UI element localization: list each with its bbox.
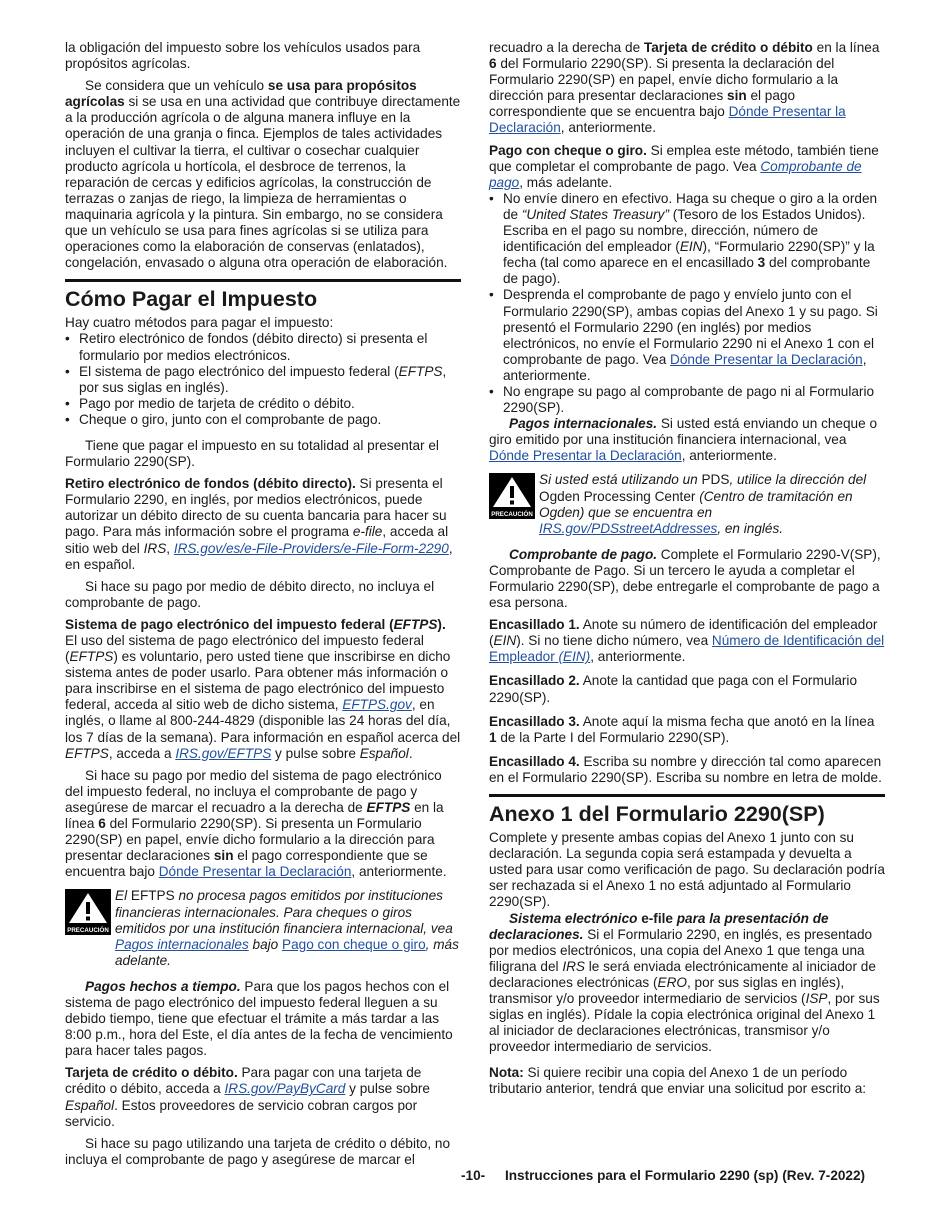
method-item: • El sistema de pago electrónico del impuesto federal (EFTPS, por sus siglas en inglés). <box>65 364 461 396</box>
card-payment-paragraph: Tarjeta de crédito o débito. Para pagar con una tarjeta de crédito o débito, acceda a IRS.gov/PayByCard y pulse sobre Español. Estos proveedores de servicio cobran cargos por servicio. <box>65 1065 430 1129</box>
employer-id-number-link[interactable]: Número de Identificación del Empleador (EIN) <box>489 633 885 665</box>
left-column <box>65 40 461 1174</box>
where-to-file-link[interactable]: Dónde Presentar la Declaración <box>489 104 846 136</box>
right-column <box>489 40 885 1104</box>
agricultural-paragraph: Se considera que un vehículo se usa para propósitos agrícolas si se usa en una actividad que contribuye directamente a la producción agrícola o de alguna manera influye en la operación de una granja o finca. Ejemplos de tales actividades incluyen el cultivar la tierra, el cultivar o cosechar cualquier producto agrícola u hortícola, el desbroce de terrenos, la reparación de cercas y edificios agrícolas, la construcción de terrazas o zanjas de riego, la limpieza de herramientas o maquinaria agrícola y la pintura. Sin embargo, no se considera que un vehículo se usa para fines agrícolas si se utiliza para operaciones como la elaboración de conservas (enlatados), congelación, envasado o alguna otra operación de elaboración. <box>65 78 461 271</box>
check-bullet: • Desprenda el comprobante de pago y envíelo junto con el Formulario 2290(SP), ambas copias del Anexo 1 y su pago. Si presentó el Formulario 2290 (en inglés) por medios electrónicos, no envíe el Formulario 2290 ni el Anexo 1 con el comprobante de pago. Vea Dónde Presentar la Declaración, anteriormente. <box>489 287 885 384</box>
where-to-file-link[interactable]: Dónde Presentar la Declaración <box>158 864 352 880</box>
direct-debit-note: Si hace su pago por medio de débito directo, no incluya el comprobante de pago. <box>65 578 435 610</box>
caution-icon-label: PRECAUCIÓN <box>67 927 109 935</box>
caution-note: PRECAUCIÓN Si usted está utilizando un PDS, utilice la dirección del Ogden Processing Center (Centro de tramitación en Ogden) que se encuentra en IRS.gov/PDSstreetAddresses, en inglés. <box>489 472 885 536</box>
check-bullet: • No engrape su pago al comprobante de pago ni al Formulario 2290(SP). <box>489 384 885 416</box>
caution-icon <box>489 473 535 519</box>
payment-voucher-paragraph: Comprobante de pago. Complete el Formulario 2290-V(SP), Comprobante de Pago. Si un tercero le ayuda a completar el Formulario 2290(SP), debe entregarle el comprobante de pago a esa persona. <box>489 546 881 611</box>
eftps-gov-link[interactable]: EFTPS.gov <box>342 697 412 713</box>
page-footer <box>461 1168 865 1183</box>
box3-paragraph: Encasillado 3. Anote aquí la misma fecha que anotó en la línea 1 de la Parte I del Formulario 2290(SP). <box>489 713 875 745</box>
box1-paragraph: Encasillado 1. Anote su número de identificación del empleador (EIN). Si no tiene dicho número, vea Número de Identificación del Empleador (EIN), anteriormente. <box>489 617 885 665</box>
pay-by-card-link[interactable]: IRS.gov/PayByCard <box>224 1081 346 1097</box>
section-rule <box>65 279 461 282</box>
efile-system-paragraph: Sistema electrónico e-file para la presentación de declaraciones. Si el Formulario 2290, en inglés, es presentado por medios electrónicos, una copia del Anexo 1 que tenga una filigrana del IRS le será enviada electrónicamente al iniciador de declaraciones electrónicas (ERO, por sus siglas en inglés), transmisor y/o proveedor intermediario de servicios (ISP, por sus siglas en inglés). Pídale la copia electrónica original del Anexo 1 al iniciador de declaraciones electrónicas, transmisor y/o proveedor intermediario de servicios. <box>489 910 880 1055</box>
box4-paragraph: Encasillado 4. Escriba su nombre y dirección tal como aparecen en el Formulario 2290(SP). Escriba su nombre en letra de molde. <box>489 753 882 785</box>
caution-note: PRECAUCIÓN El EFTPS no procesa pagos emitidos por instituciones financieras internacionales. Para cheques o giros emitidos por una institución financiera internacional, vea Pagos internacionales bajo Pago con cheque o giro, más adelante. <box>65 888 461 968</box>
footer-title: Instrucciones para el Formulario 2290 (sp) (Rev. 7-2022) <box>504 1168 866 1183</box>
page-number: -10- <box>461 1168 486 1183</box>
where-to-file-link[interactable]: Dónde Presentar la Declaración <box>670 351 863 367</box>
methods-intro: Hay cuatro métodos para pagar el impuesto: <box>65 315 334 331</box>
card-continuation-paragraph: recuadro a la derecha de Tarjeta de crédito o débito en la línea 6 del Formulario 2290(SP). Si presenta la declaración del Formulario 2290(SP) en papel, envíe dicho formulario a la dirección para presentar declaraciones sin el pago correspondiente que se encuentra bajo Dónde Presentar la Declaración, anteriormente. <box>489 40 880 136</box>
eftps-paragraph: Sistema de pago electrónico del impuesto federal (EFTPS). El uso del sistema de pago electrónico del impuesto federal (EFTPS) es voluntario, pero usted tiene que inscribirse en dicho sistema antes de poder usarlo. Para obtener más información o para inscribirse en el sistema de pago electrónico del impuesto federal, acceda al sitio web de dicho sistema, EFTPS.gov, en inglés, o llame al 800-244-4829 (disponible las 24 horas del día, los 7 días de la semana). Para información en español acerca del EFTPS, acceda a IRS.gov/EFTPS y pulse sobre Español. <box>65 616 461 761</box>
eftps-note-paragraph: Si hace su pago por medio del sistema de pago electrónico del impuesto federal, no incluya el comprobante de pago y asegúrese de marcar el recuadro a la derecha de EFTPS en la línea 6 del Formulario 2290(SP). Si presenta un Formulario 2290(SP) en papel, envíe dicho formulario a la dirección para presentar declaraciones sin el pago correspondiente que se encuentra bajo Dónde Presentar la Declaración, anteriormente. <box>65 767 447 880</box>
method-item: • Retiro electrónico de fondos (débito directo) si presenta el formulario por medios electrónicos. <box>65 331 461 363</box>
irs-eftps-link[interactable]: IRS.gov/EFTPS <box>175 745 272 761</box>
direct-debit-paragraph: Retiro electrónico de fondos (débito directo). Si presenta el Formulario 2290, en inglés, por medios electrónicos, puede autorizar un débito directo de su cuenta bancaria para hacer su pago. Para más información sobre el programa e-file, acceda al sitio web del IRS, IRS.gov/es/e-File-Providers/e-File-Form-2290, en español. <box>65 476 453 572</box>
check-payment-paragraph: Pago con cheque o giro. Si emplea este método, también tiene que completar el comprobante de pago. Vea Comprobante de pago, más adelante. <box>489 142 879 190</box>
method-item: • Cheque o giro, junto con el comprobante de pago. <box>65 412 461 428</box>
method-item: • Pago por medio de tarjeta de crédito o débito. <box>65 396 461 412</box>
where-to-file-link[interactable]: Dónde Presentar la Declaración <box>489 448 682 464</box>
card-note-paragraph: Si hace su pago utilizando una tarjeta de crédito o débito, no incluya el comprobante de pago y asegúrese de marcar el <box>65 1135 451 1167</box>
section-rule <box>489 794 885 797</box>
international-payments-link[interactable]: Pagos internacionales <box>115 936 249 952</box>
efile-form-2290-link[interactable]: IRS.gov/es/e-File-Providers/e-File-Form-2290 <box>173 540 449 556</box>
section-heading-pay-tax: Cómo Pagar el Impuesto <box>65 287 318 312</box>
timely-payments-paragraph: Pagos hechos a tiempo. Para que los pagos hechos con el sistema de pago electrónico del impuesto federal lleguen a su debido tiempo, tiene que efectuar el trámite a más tardar a las 8:00 p.m., hora del Este, el día antes de la fecha de vencimiento para hacer tales pagos. <box>65 978 453 1059</box>
schedule-1-paragraph: Complete y presente ambas copias del Anexo 1 junto con su declaración. La segunda copia será estampada y devuelta a usted para usar como verificación de pago. Su declaración podría ser rechazada si el Anexo 1 no está adjuntado al Formulario 2290(SP). <box>489 830 885 910</box>
caution-icon-label: PRECAUCIÓN <box>491 511 533 519</box>
caution-icon <box>65 889 111 935</box>
note-paragraph: Nota: Si quiere recibir una copia del Anexo 1 de un período tributario anterior, tendrá que enviar una solicitud por escrito a: <box>489 1065 867 1097</box>
section-heading-schedule-1: Anexo 1 del Formulario 2290(SP) <box>489 802 825 827</box>
check-payment-link[interactable]: Pago con cheque o giro <box>282 936 426 952</box>
check-bullet: • No envíe dinero en efectivo. Haga su cheque o giro a la orden de “United States Treasury” (Tesoro de los Estados Unidos). Escriba en el pago su nombre, dirección, número de identificación del empleador (EIN), “Formulario 2290(SP)” y la fecha (tal como aparece en el encasillado 3 del comprobante de pago). <box>489 191 885 288</box>
international-payments-paragraph: Pagos internacionales. Si usted está enviando un cheque o giro emitido por una institución financiera internacional, vea Dónde Presentar la Declaración, anteriormente. <box>489 416 878 464</box>
pds-street-addresses-link[interactable]: IRS.gov/PDSstreetAddresses <box>539 520 718 536</box>
box2-paragraph: Encasillado 2. Anote la cantidad que paga con el Formulario 2290(SP). <box>489 673 858 705</box>
intro-paragraph: la obligación del impuesto sobre los vehículos usados para propósitos agrícolas. <box>65 40 421 72</box>
payment-voucher-link[interactable]: Comprobante de pago <box>489 158 862 190</box>
pay-total-paragraph: Tiene que pagar el impuesto en su totalidad al presentar el Formulario 2290(SP). <box>65 437 439 470</box>
